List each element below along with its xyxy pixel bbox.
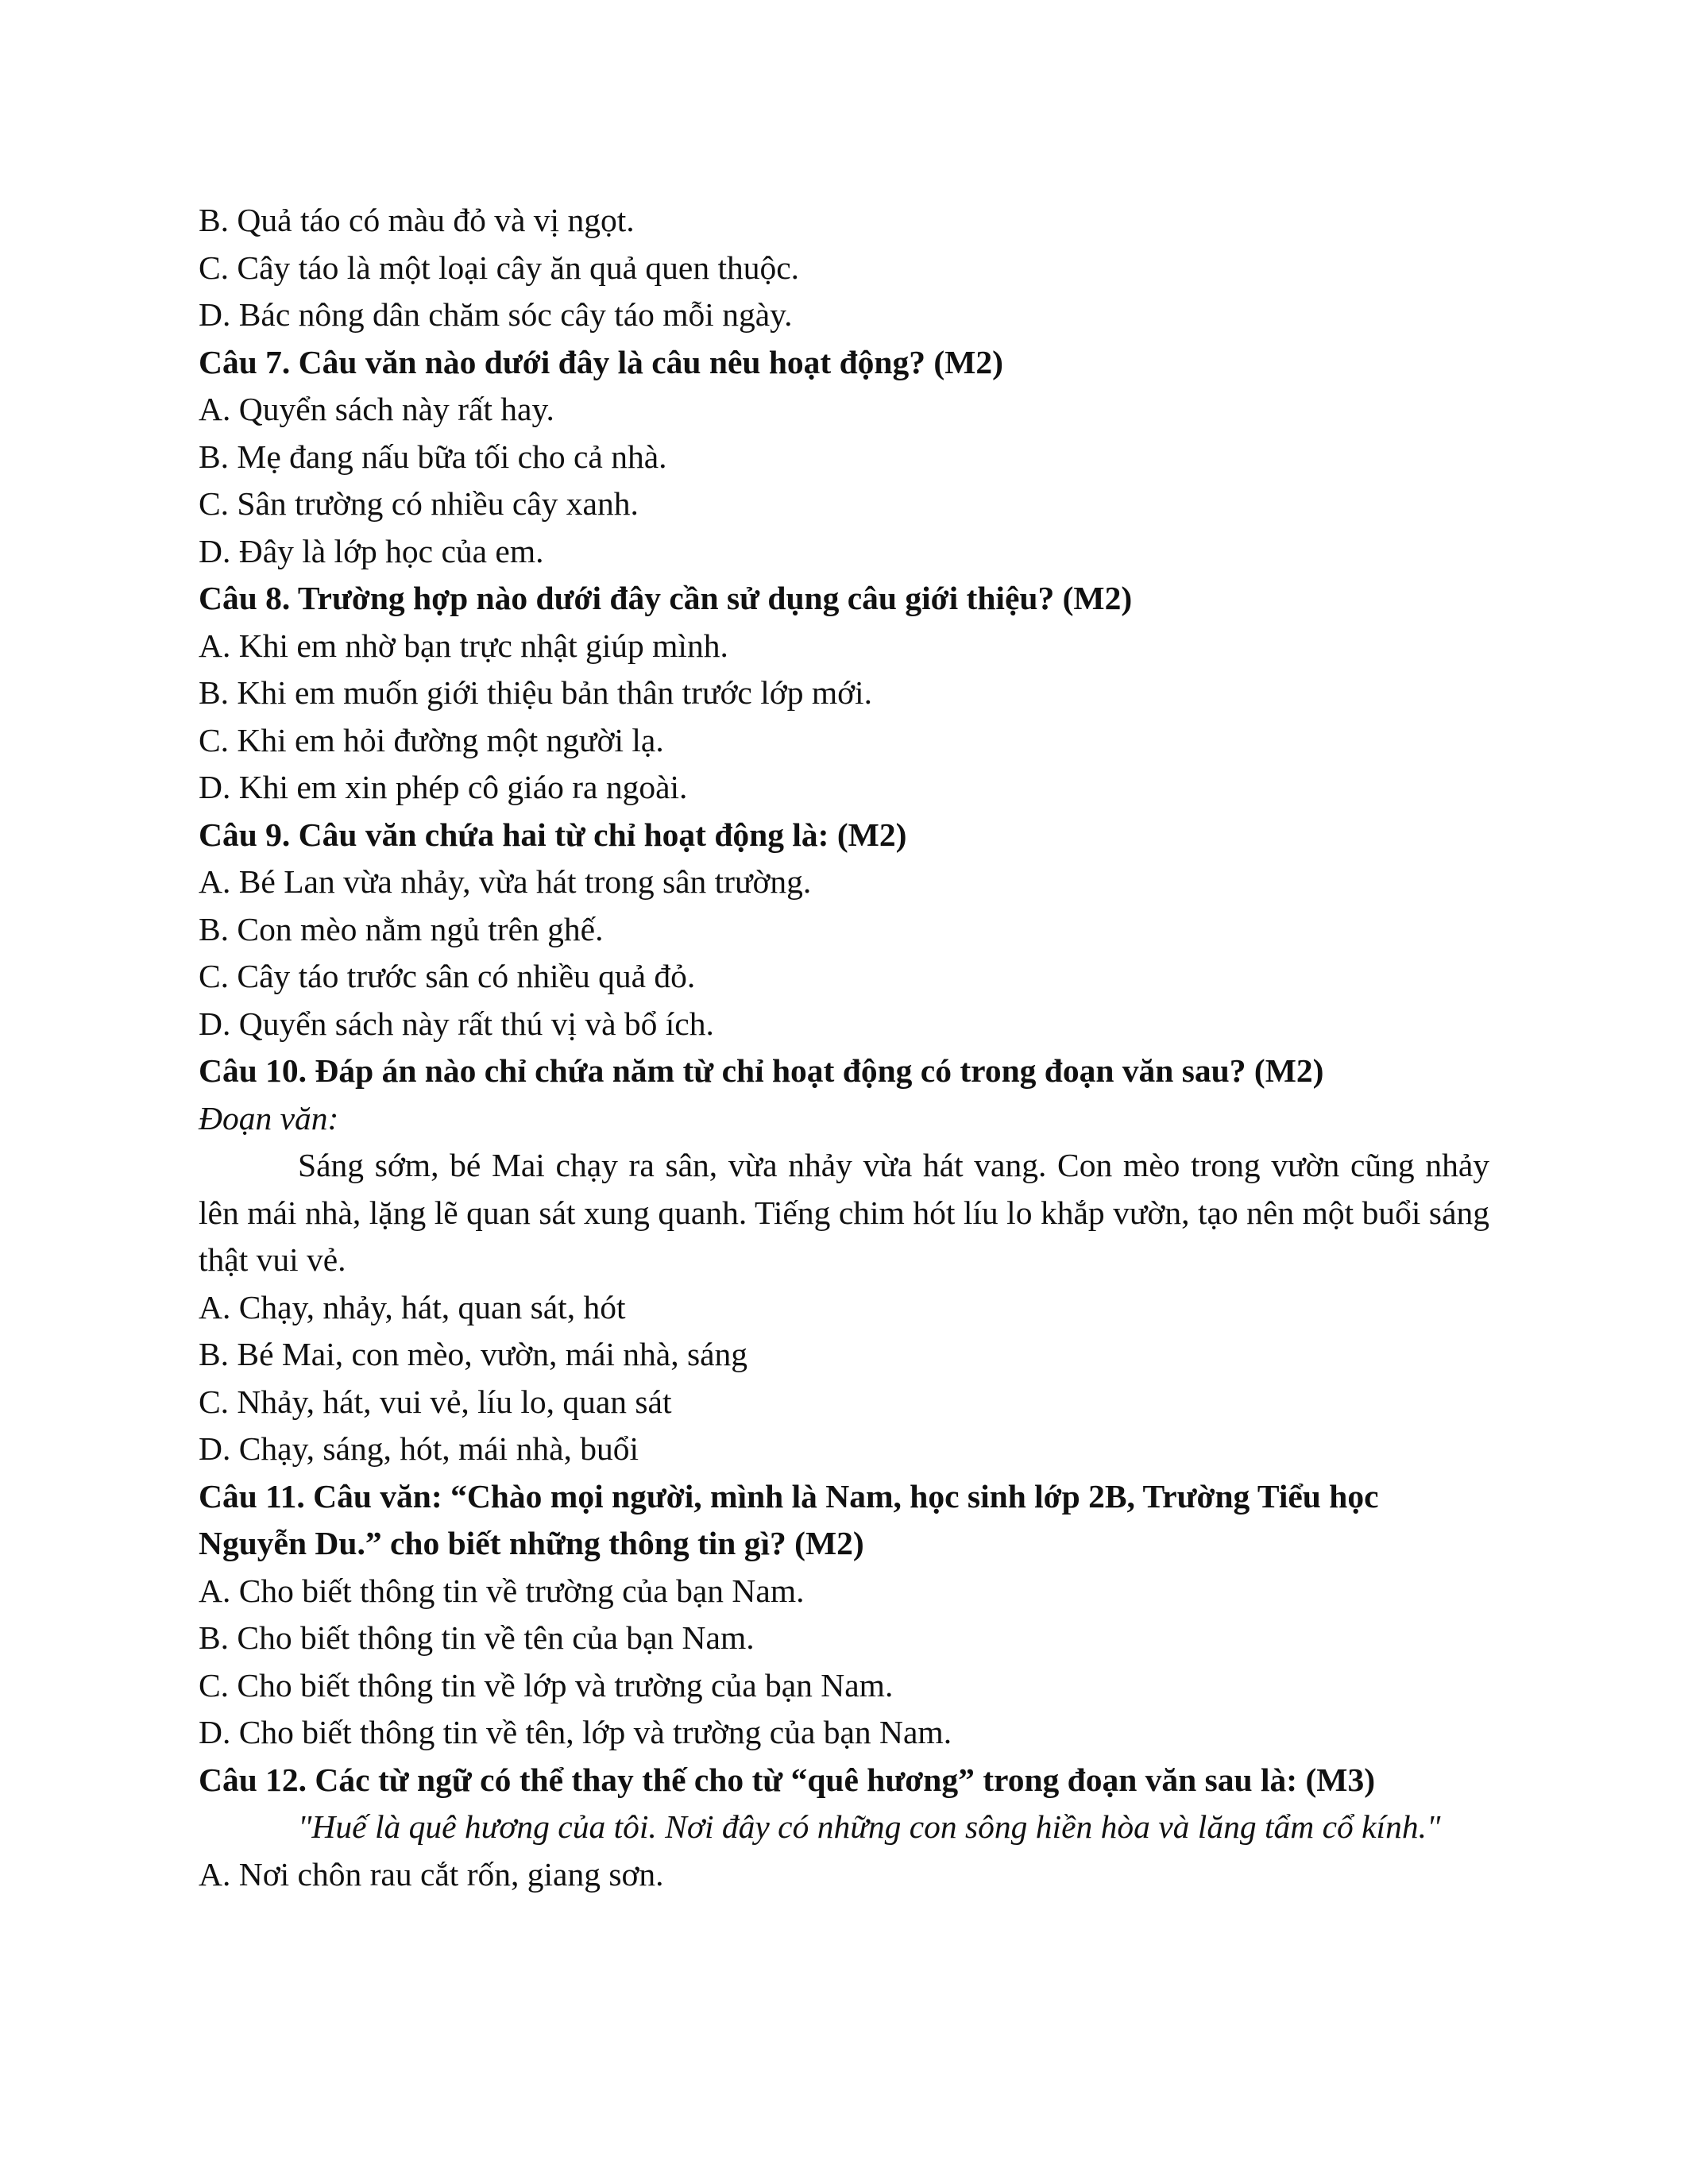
q9-option-d: D. Quyển sách này rất thú vị và bổ ích. <box>199 1005 714 1042</box>
q7-question: Câu 7. Câu văn nào dưới đây là câu nêu hoạt động? (M2) <box>199 343 1003 380</box>
q9-option-a: A. Bé Lan vừa nhảy, vừa hát trong sân trường. <box>199 863 812 900</box>
q11-option-b: B. Cho biết thông tin về tên của bạn Nam. <box>199 1619 755 1656</box>
q10-option-b: B. Bé Mai, con mèo, vườn, mái nhà, sáng <box>199 1336 748 1372</box>
q12-passage: "Huế là quê hương của tôi. Nơi đây có những con sông hiền hòa và lăng tẩm cổ kính." <box>298 1808 1441 1845</box>
q12-option-a: A. Nơi chôn rau cắt rốn, giang sơn. <box>199 1855 664 1893</box>
q6-option-b: B. Quả táo có màu đỏ và vị ngọt. <box>199 202 635 238</box>
q10-question: Câu 10. Đáp án nào chỉ chứa năm từ chỉ hoạt động có trong đoạn văn sau? (M2) <box>199 1052 1324 1089</box>
q7-option-d: D. Đây là lớp học của em. <box>199 532 544 569</box>
q11-option-d: D. Cho biết thông tin về tên, lớp và trường của bạn Nam. <box>199 1714 952 1750</box>
q10-passage-label: Đoạn văn: <box>199 1099 339 1136</box>
q8-option-a: A. Khi em nhờ bạn trực nhật giúp mình. <box>199 627 728 664</box>
q9-option-c: C. Cây táo trước sân có nhiều quả đỏ. <box>199 958 696 994</box>
q10-option-a: A. Chạy, nhảy, hát, quan sát, hót <box>199 1288 626 1325</box>
q10-option-c: C. Nhảy, hát, vui vẻ, líu lo, quan sát <box>199 1383 672 1420</box>
q10-option-d: D. Chạy, sáng, hót, mái nhà, buổi <box>199 1430 639 1467</box>
q7-option-a: A. Quyển sách này rất hay. <box>199 391 554 427</box>
q12-question: Câu 12. Các từ ngữ có thể thay thế cho từ “quê hương” trong đoạn văn sau là: (M3) <box>199 1761 1376 1798</box>
q11-option-a: A. Cho biết thông tin về trường của bạn Nam. <box>199 1572 805 1609</box>
q8-option-b: B. Khi em muốn giới thiệu bản thân trước lớp mới. <box>199 674 872 711</box>
page-content <box>199 197 1489 1898</box>
q9-question: Câu 9. Câu văn chứa hai từ chỉ hoạt động là: (M2) <box>199 816 907 853</box>
q7-option-b: B. Mẹ đang nấu bữa tối cho cả nhà. <box>199 438 667 475</box>
q11-option-c: C. Cho biết thông tin về lớp và trường của bạn Nam. <box>199 1666 894 1704</box>
q8-option-d: D. Khi em xin phép cô giáo ra ngoài. <box>199 769 688 805</box>
q7-option-c: C. Sân trường có nhiều cây xanh. <box>199 485 639 522</box>
q6-option-c: C. Cây táo là một loại cây ăn quả quen thuộc. <box>199 249 800 286</box>
q8-option-c: C. Khi em hỏi đường một người lạ. <box>199 721 664 758</box>
q11-question-line1: Câu 11. Câu văn: “Chào mọi người, mình là Nam, học sinh lớp 2B, Trường Tiểu học <box>199 1477 1379 1515</box>
q9-option-b: B. Con mèo nằm ngủ trên ghế. <box>199 910 604 947</box>
q8-question: Câu 8. Trường hợp nào dưới đây cần sử dụng câu giới thiệu? (M2) <box>199 580 1133 616</box>
q11-question-line2: Nguyễn Du.” cho biết những thông tin gì? (M2) <box>199 1525 864 1561</box>
q6-option-d: D. Bác nông dân chăm sóc cây táo mỗi ngày. <box>199 296 793 333</box>
q10-passage: Sáng sớm, bé Mai chạy ra sân, vừa nhảy vừa hát vang. Con mèo trong vườn cũng nhảy lên mái nhà, lặng lẽ quan sát xung quanh. Tiếng chim hót líu lo khắp vườn, tạo nên một buổi sáng thật vui vẻ. <box>199 1147 1489 1278</box>
